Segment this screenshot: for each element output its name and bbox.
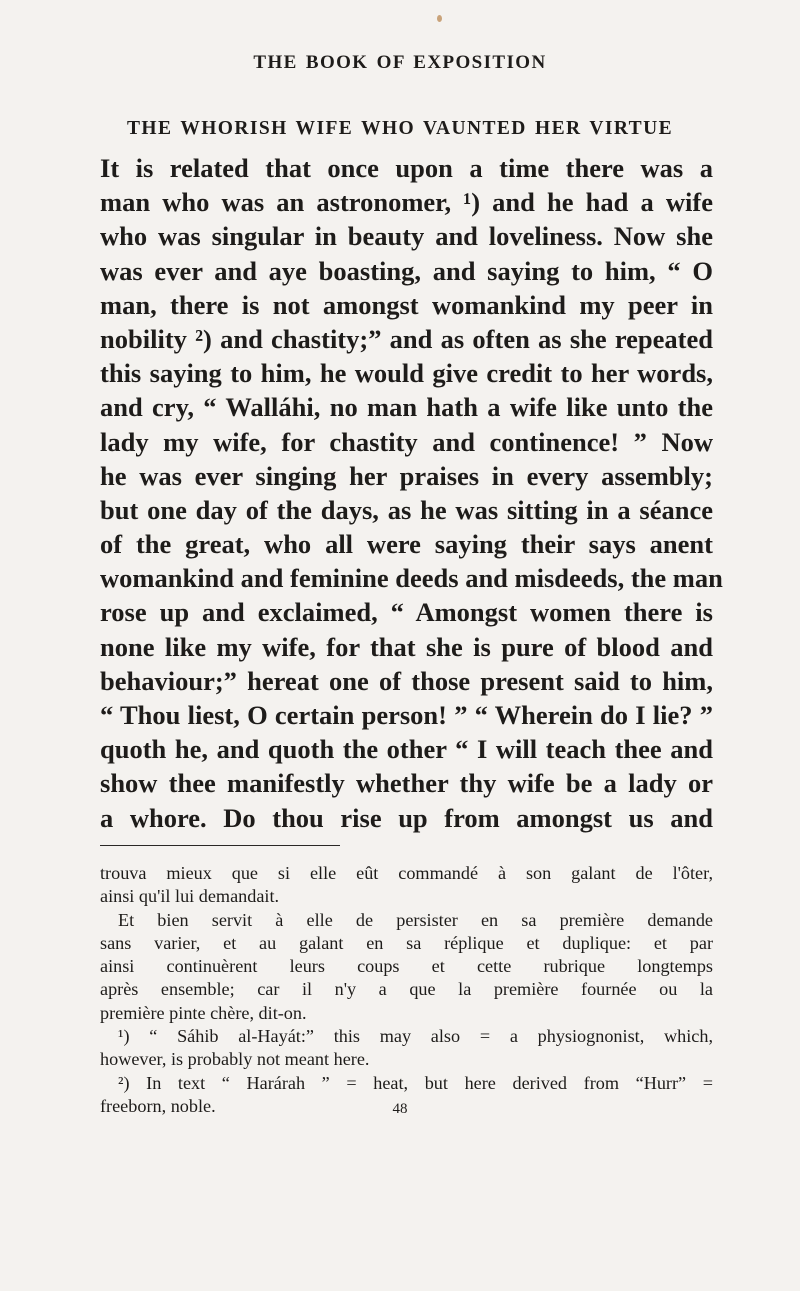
body-line: who was singular in beauty and loveliness. Now she bbox=[100, 221, 713, 252]
footnote-line: ¹) “ Sáhib al-Hayát:” this may also = a physiognonist, which, bbox=[118, 1026, 713, 1047]
footnote-line: freeborn, noble. bbox=[100, 1095, 216, 1116]
body-line: nobility ²) and chastity;” and as often as she repeated bbox=[100, 323, 713, 354]
footnote-line: Et bien servit à elle de persister en sa première demande bbox=[118, 909, 713, 930]
footnote-line: trouva mieux que si elle eût commandé à son galant de l'ôter, bbox=[100, 863, 713, 883]
body-line: quoth he, and quoth the other “ I will teach thee and bbox=[100, 734, 713, 765]
body-line: but one day of the days, as he was sitting in a séance bbox=[100, 494, 713, 525]
body-line: rose up and exclaimed, “ Amongst women there is bbox=[100, 597, 713, 628]
ink-speck bbox=[437, 15, 442, 22]
footnotes bbox=[100, 862, 713, 1118]
body-line: this saying to him, he would give credit to her words, bbox=[100, 358, 713, 389]
body-line: man who was an astronomer, ¹) and he had a wife bbox=[100, 187, 713, 218]
body-line: “ Thou liest, O certain person! ” “ Wherein do I lie? ” bbox=[100, 700, 713, 730]
body-text bbox=[100, 151, 723, 835]
footnote-line: ainsi qu'il lui demandait. bbox=[100, 886, 280, 907]
footnote-line: ainsi continuèrent leurs coups et cette rubrique longtemps bbox=[100, 956, 713, 977]
body-line: a whore. Do thou rise up from amongst us and bbox=[100, 802, 713, 833]
body-line: lady my wife, for chastity and continence! ” Now bbox=[100, 426, 713, 457]
footnote-line: however, is probably not meant here. bbox=[100, 1049, 370, 1070]
footnote-line: sans varier, et au galant en sa réplique et duplique: et par bbox=[100, 932, 713, 953]
body-line: none like my wife, for that she is pure of blood and bbox=[100, 631, 713, 662]
body-line: of the great, who all were saying their says anent bbox=[100, 529, 713, 560]
body-line: and cry, “ Walláhi, no man hath a wife like unto the bbox=[100, 392, 713, 423]
footnote-line: première pinte chère, dit-on. bbox=[100, 1002, 307, 1023]
body-line: It is related that once upon a time there was a bbox=[100, 153, 713, 183]
body-line: was ever and aye boasting, and saying to him, “ O bbox=[100, 255, 713, 286]
footnote-rule bbox=[100, 845, 340, 846]
body-line: he was ever singing her praises in every assembly; bbox=[100, 460, 713, 491]
page-number: 48 bbox=[392, 1101, 408, 1117]
running-head: THE BOOK OF EXPOSITION bbox=[253, 52, 547, 73]
footnote-line: après ensemble; car il n'y a que la première fournée ou la bbox=[100, 979, 713, 1000]
body-line: man, there is not amongst womankind my peer in bbox=[100, 289, 713, 320]
footnote-line: ²) In text “ Harárah ” = heat, but here derived from “Hurr” = bbox=[118, 1072, 713, 1093]
body-line: show thee manifestly whether thy wife be a lady or bbox=[100, 768, 713, 799]
body-line: behaviour;” hereat one of those present said to him, bbox=[100, 665, 713, 696]
chapter-title: THE WHORISH WIFE WHO VAUNTED HER VIRTUE bbox=[127, 118, 673, 139]
body-line: womankind and feminine deeds and misdeeds, the man bbox=[100, 563, 723, 594]
